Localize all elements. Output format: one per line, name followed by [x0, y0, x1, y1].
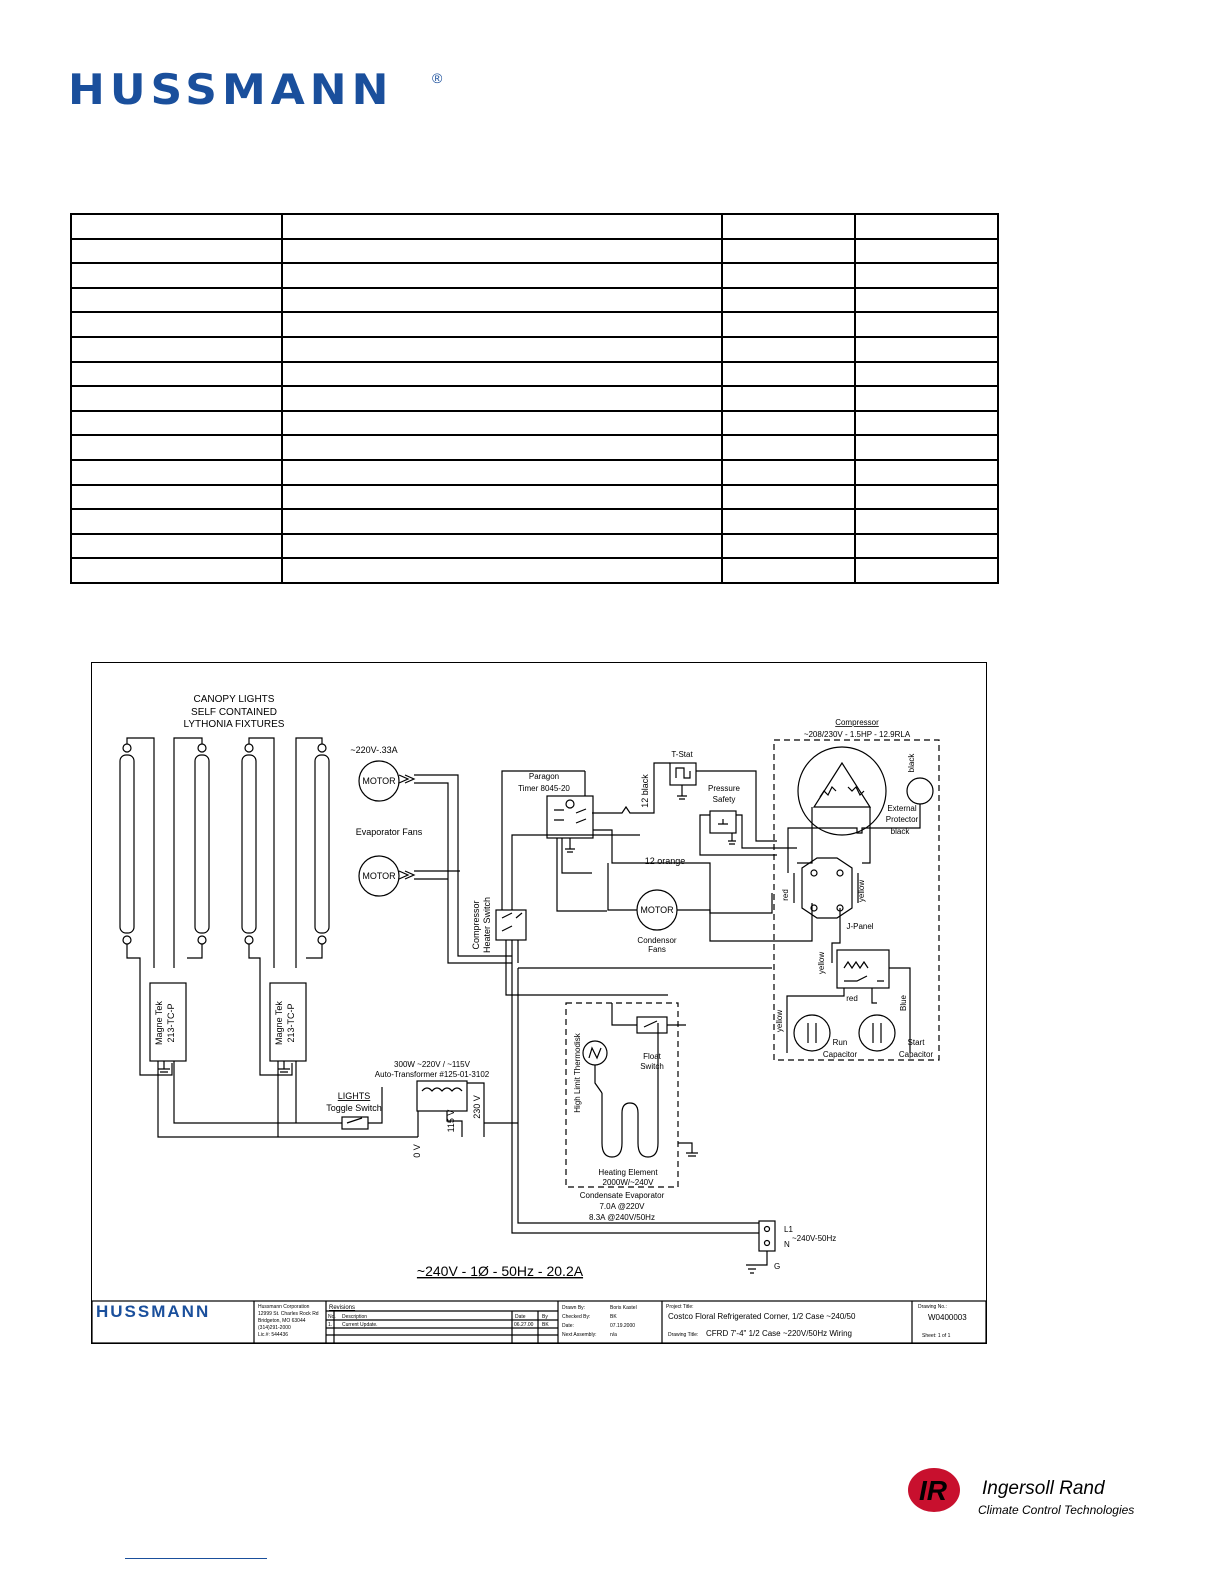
heater-switch-label-2: Heater Switch — [482, 896, 492, 954]
lights-toggle-switch — [342, 1117, 368, 1129]
l1-label: L1 — [784, 1225, 793, 1234]
table-cell — [282, 558, 722, 583]
j-panel-label: J-Panel — [846, 922, 874, 931]
power-terminal — [759, 1221, 775, 1251]
table-cell — [722, 509, 856, 534]
table-row — [71, 239, 998, 264]
v0-label: 0 V — [412, 1144, 422, 1158]
tb-date: 07.19.2000 — [610, 1323, 636, 1329]
table-cell — [855, 509, 998, 534]
registered-mark: ® — [432, 70, 443, 86]
tb-company-5: Lic.#: 544436 — [258, 1332, 289, 1338]
canopy-title-1: CANOPY LIGHTS — [193, 694, 275, 705]
float-switch-1: Float — [643, 1052, 661, 1061]
table-cell — [282, 534, 722, 559]
tb-rev-no: 1. — [328, 1322, 333, 1328]
red-label-1: red — [781, 889, 790, 901]
heater-switch-label-1: Compressor — [471, 900, 481, 950]
timer-model: Timer 8045-20 — [518, 784, 570, 793]
main-rating: ~240V - 1Ø - 50Hz - 20.2A — [416, 1263, 584, 1279]
evap-fans-label: Evaporator Fans — [355, 827, 423, 837]
tb-drawing-no-label: Drawing No.: — [918, 1304, 947, 1310]
supply-label: ~240V-50Hz — [792, 1234, 837, 1243]
compressor-title: Compressor — [835, 718, 879, 727]
table-cell — [282, 485, 722, 510]
tb-revisions: Revisions — [329, 1305, 356, 1311]
table-row — [71, 386, 998, 411]
table-cell — [282, 460, 722, 485]
v230-label: 230 V — [472, 1095, 482, 1119]
table-cell — [855, 239, 998, 264]
timer-brand: Paragon — [528, 772, 560, 781]
tb-drawn: Boris Kastel — [610, 1305, 637, 1311]
external-protector-2: Protector — [885, 815, 919, 824]
canopy-title-2: SELF CONTAINED — [191, 707, 277, 718]
blue-label: Blue — [899, 994, 908, 1012]
table-cell — [282, 239, 722, 264]
table-cell — [722, 337, 856, 362]
black-label-2: black — [890, 827, 910, 836]
table-cell — [722, 239, 856, 264]
black-label-1: black — [907, 753, 916, 773]
tb-date-label: Date: — [562, 1323, 574, 1329]
titleblock-logo: HUSSMANN — [96, 1302, 211, 1321]
run-cap-1: Run — [832, 1038, 848, 1047]
table-cell — [855, 214, 998, 239]
table-cell — [722, 558, 856, 583]
hussmann-wordmark: HUSSMANN — [68, 66, 394, 115]
yellow-label-2: yellow — [817, 951, 826, 975]
table-cell — [71, 288, 282, 313]
table-cell — [71, 558, 282, 583]
table-row — [71, 337, 998, 362]
table-cell — [722, 460, 856, 485]
table-cell — [71, 485, 282, 510]
table-cell — [282, 214, 722, 239]
g-label: G — [774, 1262, 781, 1271]
empty-spec-table — [70, 213, 999, 584]
table-cell — [722, 214, 856, 239]
lights-label: LIGHTS — [337, 1091, 371, 1101]
condenser-motor-label: MOTOR — [640, 905, 674, 915]
tb-company-3: Bridgeton, MO 63044 — [258, 1318, 306, 1324]
svg-text:IR: IR — [919, 1475, 947, 1506]
wiring-diagram-svg — [92, 663, 986, 1343]
pressure-label-2: Safety — [712, 795, 736, 804]
start-capacitor — [859, 1015, 895, 1051]
tb-rev-h-date: Date — [515, 1314, 526, 1320]
condensate-label-1: Condensate Evaporator — [579, 1191, 665, 1200]
float-switch — [637, 1017, 667, 1033]
ir-tagline: Climate Control Technologies — [978, 1503, 1135, 1517]
condensate-evaporator — [566, 1003, 678, 1187]
canopy-light-tubes — [120, 738, 329, 1075]
tb-company-2: 12999 St. Charles Rock Rd — [258, 1311, 319, 1317]
table-cell — [71, 362, 282, 387]
table-cell — [71, 460, 282, 485]
heating-element-1: Heating Element — [598, 1168, 658, 1177]
table-row — [71, 288, 998, 313]
start-cap-1: Start — [907, 1038, 925, 1047]
table-row — [71, 509, 998, 534]
tb-rev-desc: Current Update. — [342, 1322, 378, 1328]
table-cell — [855, 558, 998, 583]
table-cell — [282, 509, 722, 534]
tb-checked-label: Checked By: — [562, 1314, 591, 1320]
canopy-title-3: LYTHONIA FIXTURES — [183, 719, 285, 730]
footer-rule — [125, 1558, 267, 1559]
table-cell — [71, 411, 282, 436]
table-row — [71, 312, 998, 337]
tb-drawing-title-label: Drawing Title: — [668, 1332, 699, 1338]
run-cap-2: Capacitor — [822, 1050, 858, 1059]
motor-label-2: MOTOR — [362, 871, 396, 881]
table-cell — [855, 460, 998, 485]
pressure-label-1: Pressure — [707, 784, 741, 793]
table-cell — [855, 288, 998, 313]
ingersoll-rand-logo — [906, 1462, 1136, 1522]
hussmann-logo — [68, 66, 394, 115]
table-cell — [282, 312, 722, 337]
condensate-label-2: 7.0A @220V — [599, 1202, 645, 1211]
table-cell — [722, 312, 856, 337]
wire-12-black: 12 black — [640, 774, 650, 808]
tb-rev-h-by: By — [542, 1314, 548, 1320]
table-cell — [71, 312, 282, 337]
table-cell — [855, 263, 998, 288]
table-cell — [722, 263, 856, 288]
float-switch-2: Switch — [640, 1062, 664, 1071]
start-relay — [837, 950, 889, 988]
table-cell — [722, 386, 856, 411]
tb-sheet: Sheet: 1 of 1 — [922, 1333, 951, 1339]
compressor-rating: ~208/230V - 1.5HP - 12.9RLA — [803, 730, 911, 739]
table-cell — [71, 386, 282, 411]
yellow-label-1: yellow — [857, 879, 866, 903]
run-capacitor — [794, 1015, 830, 1051]
table-cell — [71, 239, 282, 264]
table-cell — [71, 534, 282, 559]
tb-next: n/a — [610, 1332, 617, 1338]
autotrans-part: Auto-Transformer #125-01-3102 — [374, 1070, 490, 1079]
yellow-label-3: yellow — [775, 1009, 784, 1033]
table-row — [71, 411, 998, 436]
table-cell — [722, 288, 856, 313]
table-cell — [855, 337, 998, 362]
tb-next-label: Next Assembly: — [562, 1332, 597, 1338]
table-cell — [282, 288, 722, 313]
table-cell — [855, 362, 998, 387]
table-row — [71, 460, 998, 485]
tb-drawing-no: W0400003 — [928, 1313, 967, 1322]
table-row — [71, 558, 998, 583]
table-cell — [855, 312, 998, 337]
tb-company-4: (314)291-2000 — [258, 1325, 291, 1331]
table-cell — [722, 534, 856, 559]
paragon-timer — [547, 796, 593, 838]
table-cell — [71, 263, 282, 288]
table-row — [71, 534, 998, 559]
table-cell — [722, 435, 856, 460]
table-row — [71, 214, 998, 239]
tb-rev-date: 06.27.00 — [514, 1322, 534, 1328]
table-row — [71, 485, 998, 510]
red-label-2: red — [846, 994, 858, 1003]
tb-project-label: Project Title: — [666, 1304, 694, 1310]
compressor-heater-switch — [496, 910, 526, 940]
motor-rating: ~220V-.33A — [350, 745, 398, 755]
table-cell — [71, 214, 282, 239]
table-cell — [282, 435, 722, 460]
table-cell — [71, 509, 282, 534]
t-stat — [670, 763, 696, 785]
table-cell — [282, 386, 722, 411]
table-cell — [282, 263, 722, 288]
table-cell — [282, 362, 722, 387]
tb-checked: BK — [610, 1314, 617, 1320]
ballast-2-brand: Magne Tek — [274, 1001, 284, 1045]
table-row — [71, 263, 998, 288]
heating-element — [602, 1093, 658, 1157]
ballast-2-model: 213-TC-P — [286, 1003, 296, 1043]
table-cell — [855, 435, 998, 460]
condensate-label-3: 8.3A @240V/50Hz — [589, 1213, 655, 1222]
table-cell — [71, 435, 282, 460]
autotrans-rating: 300W ~220V / ~115V — [394, 1060, 470, 1069]
external-protector — [907, 778, 933, 804]
start-cap-2: Capacitor — [898, 1050, 934, 1059]
t-stat-label: T-Stat — [671, 750, 693, 759]
tb-project: Costco Floral Refrigerated Corner, 1/2 Case ~240/50 — [668, 1312, 856, 1321]
table-cell — [855, 534, 998, 559]
ir-name: Ingersoll Rand — [982, 1478, 1105, 1499]
condenser-label-1: Condensor — [637, 936, 677, 945]
tb-rev-h-no: No. — [328, 1314, 336, 1320]
tb-drawn-label: Drawn By: — [562, 1305, 586, 1311]
motor-label-1: MOTOR — [362, 776, 396, 786]
table-cell — [282, 337, 722, 362]
tb-rev-h-desc: Description — [342, 1314, 368, 1320]
table-cell — [855, 386, 998, 411]
tb-rev-by: BK — [542, 1322, 549, 1328]
ballast-1-brand: Magne Tek — [154, 1001, 164, 1045]
heating-element-2: 2000W/~240V — [602, 1178, 654, 1187]
auto-transformer — [417, 1081, 467, 1111]
table-cell — [722, 362, 856, 387]
tb-drawing-title: CFRD 7'-4" 1/2 Case ~220V/50Hz Wiring — [706, 1329, 852, 1338]
table-cell — [722, 411, 856, 436]
n-label: N — [784, 1240, 790, 1249]
high-limit-label: High Limit Thermodisk — [573, 1033, 582, 1113]
compressor-motor — [798, 747, 886, 835]
j-panel — [802, 858, 852, 918]
table-cell — [282, 411, 722, 436]
wire-12-orange: 12 orange — [644, 856, 686, 866]
table-cell — [855, 485, 998, 510]
external-protector-1: External — [887, 804, 917, 813]
tb-company-1: Hussmann Corporation — [258, 1304, 310, 1310]
table-cell — [855, 411, 998, 436]
table-row — [71, 362, 998, 387]
wiring-diagram — [91, 662, 987, 1344]
v115-label: 115 V — [446, 1109, 456, 1133]
condenser-label-2: Fans — [648, 945, 666, 954]
table-cell — [71, 337, 282, 362]
toggle-switch-label: Toggle Switch — [326, 1103, 382, 1113]
ballast-1-model: 213-TC-P — [166, 1003, 176, 1043]
table-cell — [722, 485, 856, 510]
table-row — [71, 435, 998, 460]
